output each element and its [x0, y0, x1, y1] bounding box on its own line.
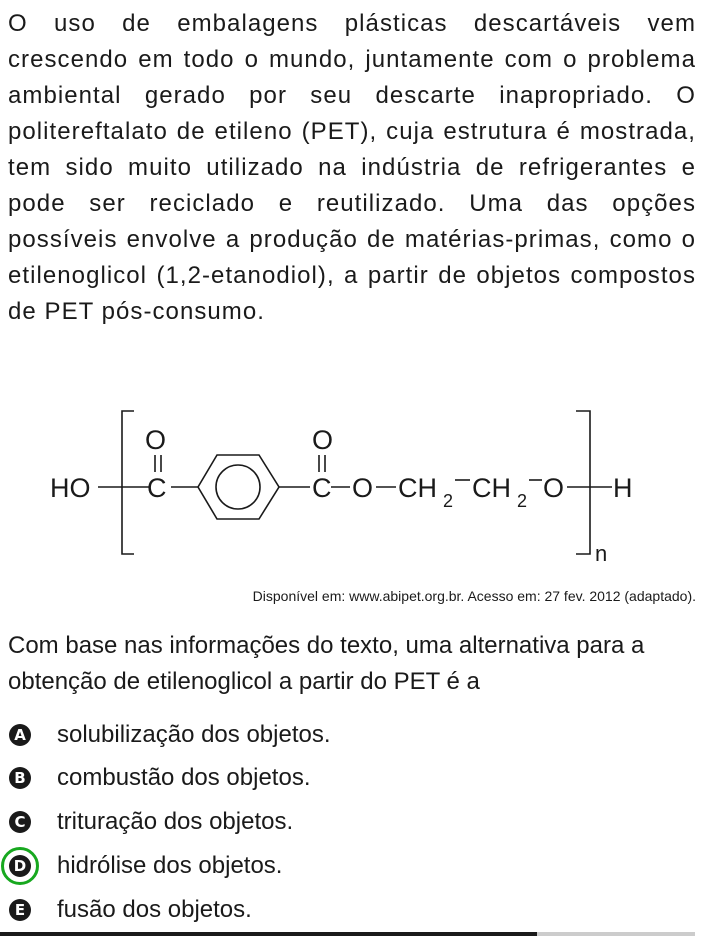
ch2-subscript-1: 2	[443, 491, 454, 511]
ch2-group-1: CH	[398, 473, 437, 503]
carbonyl-oxygen-1: O	[145, 425, 167, 455]
carbonyl-carbon-2: C	[312, 473, 332, 503]
h-group: H	[613, 473, 633, 503]
option-letter-badge: E	[9, 899, 31, 921]
source-citation: Disponível em: www.abipet.org.br. Acesso em: 27 fev. 2012 (adaptado).	[252, 588, 696, 604]
option-text: fusão dos objetos.	[57, 896, 252, 923]
ester-oxygen-1: O	[352, 473, 374, 503]
option-letter-badge: D	[9, 855, 31, 877]
repeat-subscript: n	[595, 541, 608, 566]
pet-structure-diagram	[0, 400, 704, 575]
option-letter-badge: C	[9, 811, 31, 833]
carbonyl-oxygen-2: O	[312, 425, 334, 455]
question-text: Com base nas informações do texto, uma alternativa para a obtenção de etilenoglicol a partir do PET é a	[8, 632, 645, 695]
footer-divider	[0, 932, 704, 936]
ch2-subscript-2: 2	[517, 491, 528, 511]
ho-group: HO	[50, 473, 91, 503]
left-bracket	[122, 411, 134, 554]
option-letter-badge: A	[9, 724, 31, 746]
option-text: hidrólise dos objetos.	[57, 852, 283, 879]
passage-text: O uso de embalagens plásticas descartáveis vem crescendo em todo o mundo, juntamente com o problema ambiental gerado por seu descarte inapropriado. O politereftalato de etileno (PET), cuja estrutura é mostrada, tem sido muito utilizado na indústria de refrigerantes e pode ser reciclado e reutilizado. Uma das opções possíveis envolve a produção de matérias-primas, como o etilenoglicol (1,2-etanodiol), a partir de objetos compostos de PET pós-consumo.	[8, 10, 696, 325]
ester-oxygen-2: O	[543, 473, 565, 503]
option-text: solubilização dos objetos.	[57, 721, 331, 748]
option-text: combustão dos objetos.	[57, 764, 311, 791]
right-bracket	[576, 411, 590, 554]
carbonyl-carbon-1: C	[147, 473, 167, 503]
benzene-aromatic-circle	[216, 465, 260, 509]
ch2-group-2: CH	[472, 473, 511, 503]
option-text: trituração dos objetos.	[57, 808, 294, 835]
option-letter-badge: B	[9, 767, 31, 789]
